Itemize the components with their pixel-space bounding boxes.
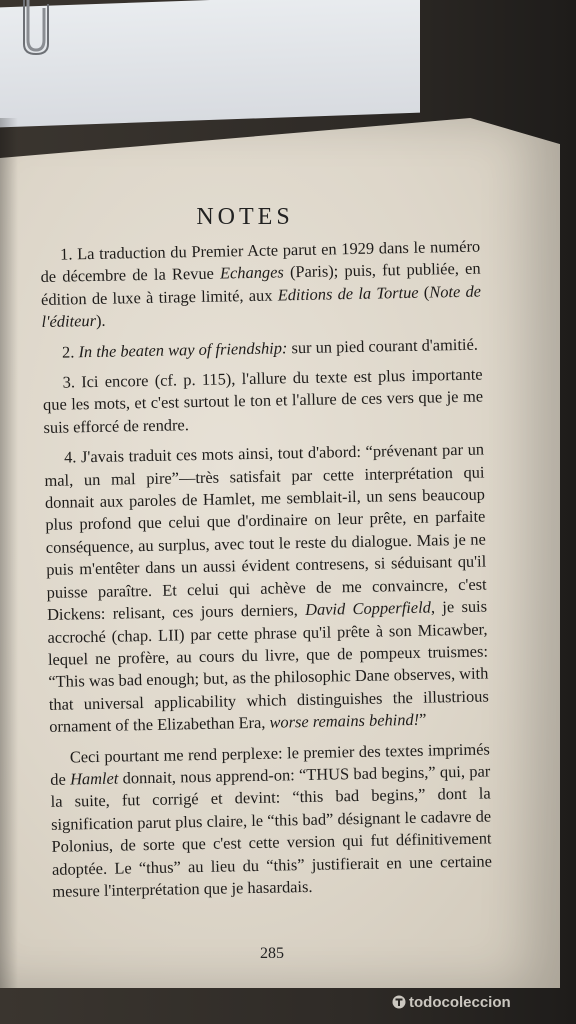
watermark-text: todocoleccion [409, 994, 511, 1011]
page-gutter-shadow [0, 118, 18, 988]
binder-clip-icon [14, 0, 54, 55]
notes-body [40, 236, 493, 912]
note-2: 2. In the beaten way of friendship: sur un pied courant d'amitié. [61, 334, 479, 362]
page-heading: NOTES [196, 204, 294, 230]
note-3: 3. Ici encore (cf. p. 115), l'allure du texte est plus importante que les mots, et c'est surtout le ton et l'allure de ces vers que je me suis efforcé de rendre. [42, 364, 484, 437]
background-paper-sheet [0, 0, 420, 127]
note-4: 4. J'avais traduit ces mots ainsi, tout d'abord: “prévenant par un mal, un mal pire”—très satisfait par cette interprétation qui donnait aux paroles de Hamlet, me semblait-il, un sens beaucoup plus profond que celui que d'ordinaire on leur prête, en parfaite conséquence, au surplus, avec tout le reste du dialogue. Mais je ne puis m'entêter dans un aussi évident contresens, si séduisant qu'il puisse paraître. Et celui qui achève de me convaincre, c'est Dickens: relisant, ces jours derniers, David Copperfield, je suis accroché (chap. LII) par cette phrase qu'il prête à son Micawber, lequel ne profère, au cours du livre, que de pompeux truismes: “This was bad enough; but, as the philosophic Dane observes, with that universal applicability which distinguishes the illustrious ornament of the Elizabethan Era, worse remains behind!” [44, 439, 489, 737]
todocoleccion-logo-icon [392, 995, 406, 1009]
page-number: 285 [260, 945, 284, 962]
note-4-continuation: Ceci pourtant me rend perplexe: le premier des textes imprimés de Hamlet donnait, nous apprend-on: “THUS bad begins,” qui, par la suite, fut corrigé et devint: “this bad begins,” dont la signification parut plus claire, le “this bad” désignant le cadavre de Polonius, de sorte que c'est cette version qui fut définitivement adoptée. Le “thus” au lieu du “this” justifierait en une certaine mesure l'interprétation que je hasardais. [50, 738, 493, 901]
watermark [392, 994, 511, 1011]
note-1: 1. La traduction du Premier Acte parut en 1929 dans le numéro de décembre de la Revue Echanges (Paris); puis, fut publiée, en édition de luxe à tirage limité, aux Editions de la Tortue (Note de l'éditeur). [40, 236, 482, 332]
